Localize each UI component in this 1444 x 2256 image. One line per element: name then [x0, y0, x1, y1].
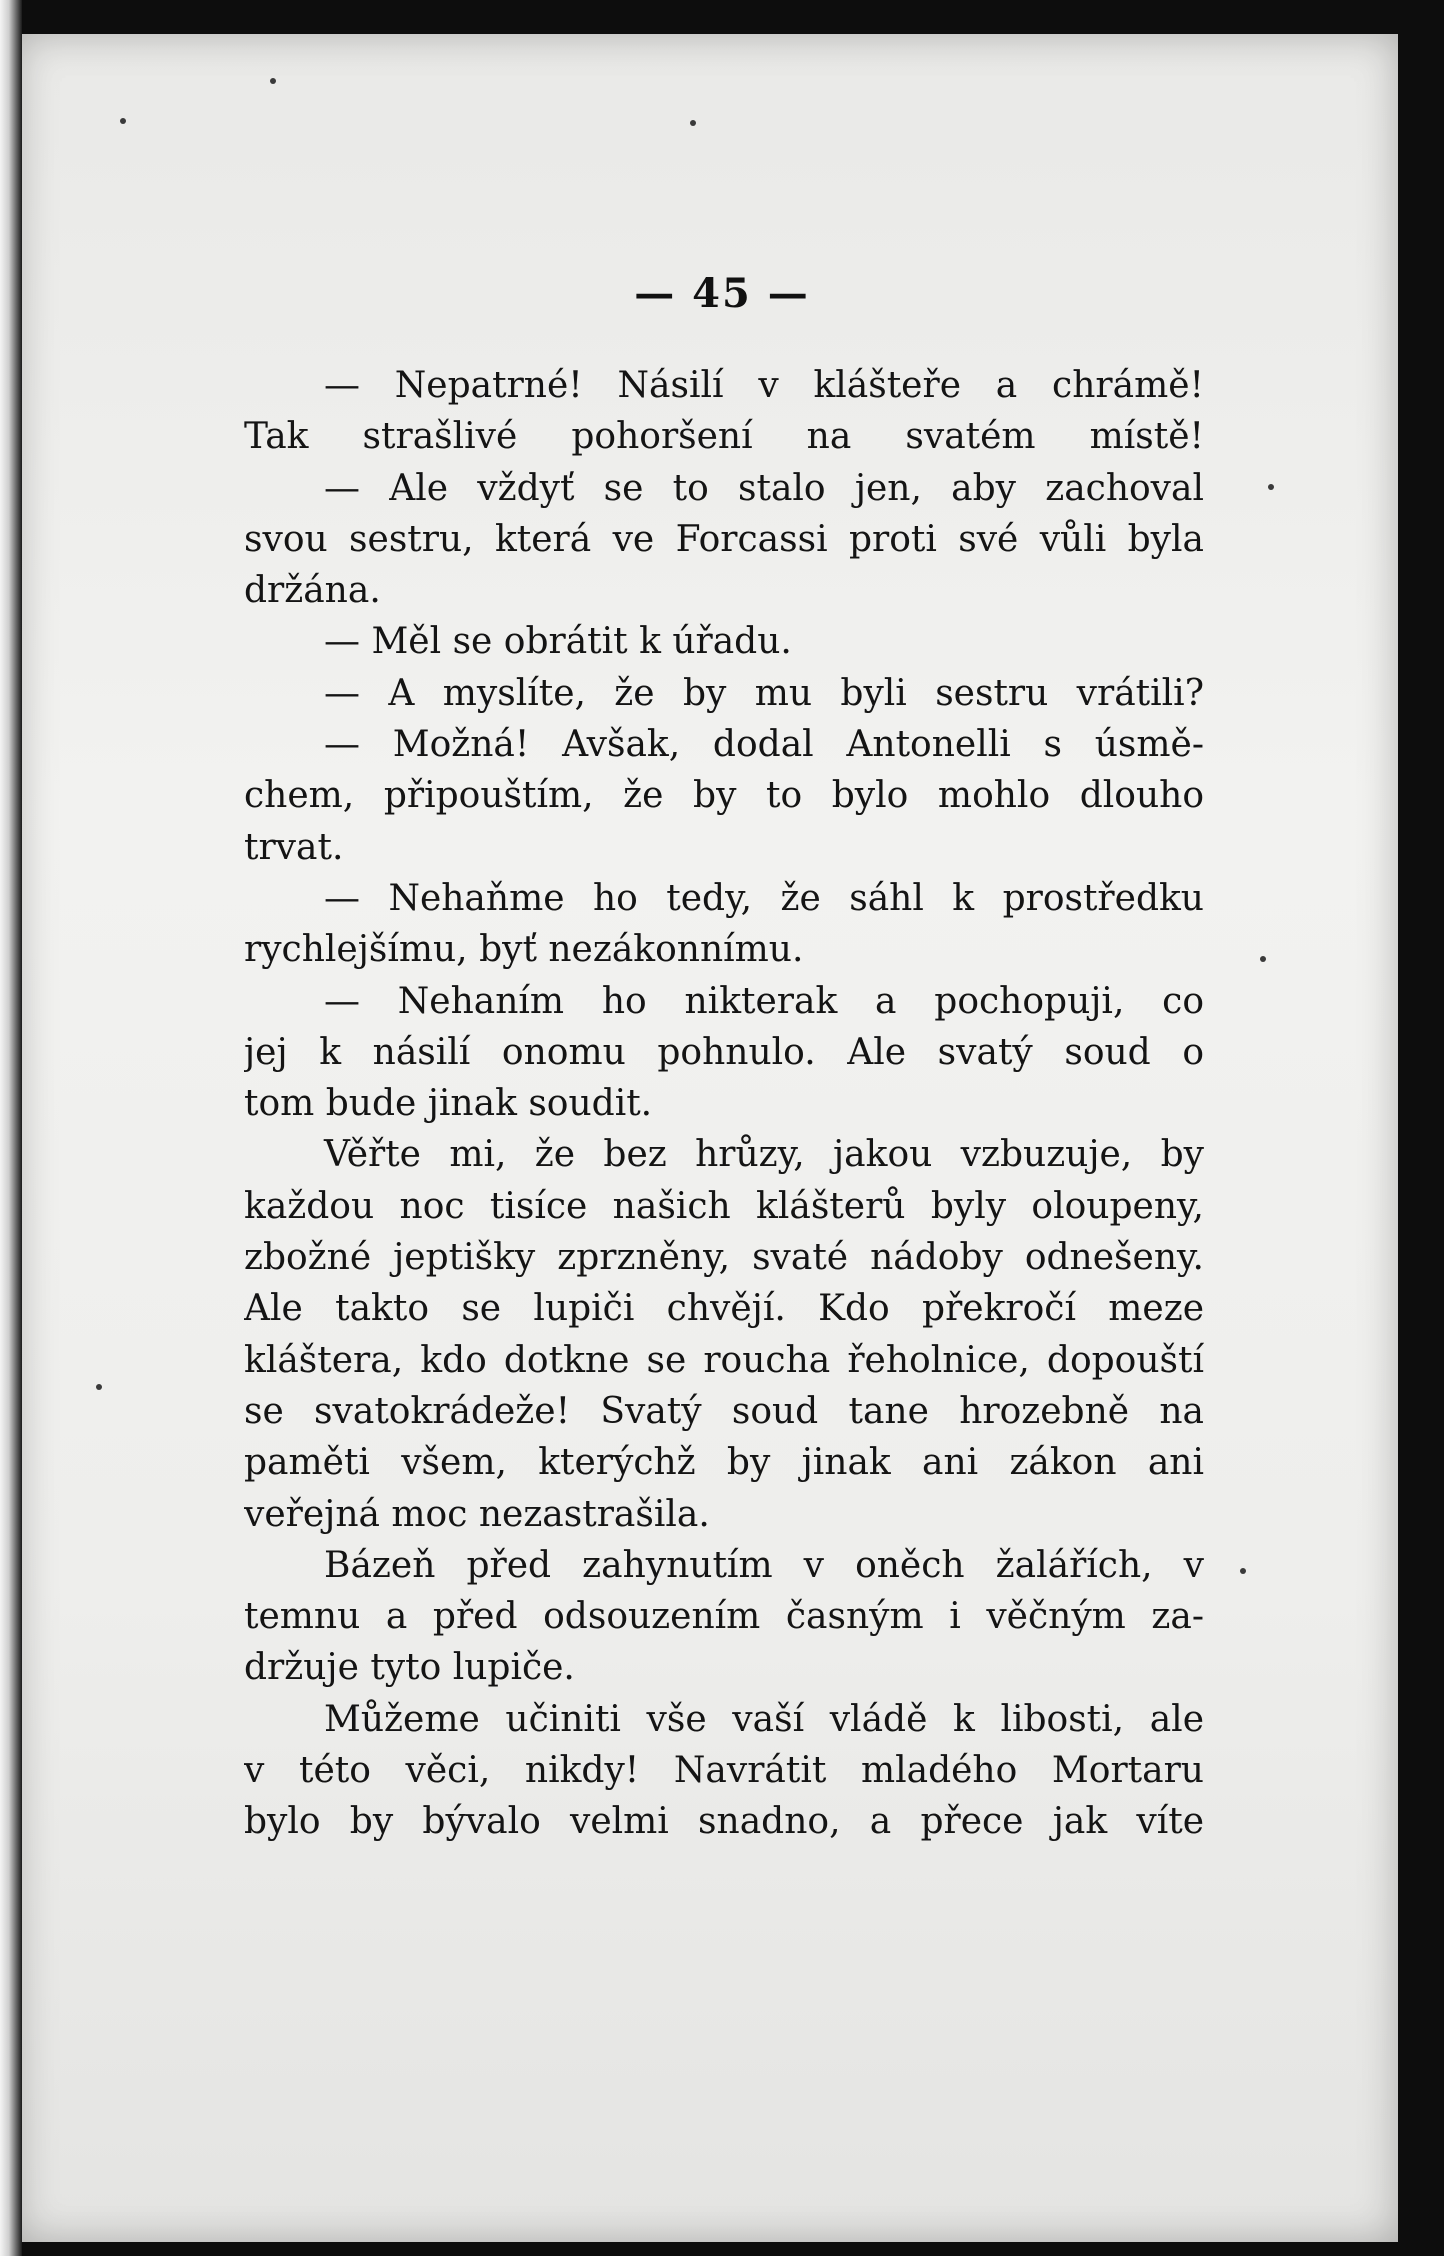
text-line: držána. [244, 570, 381, 612]
text-line: Ale takto se lupiči chvějí. Kdo překročí meze [244, 1288, 1204, 1330]
text-line: svou sestru, která ve Forcassi proti své vůli byla [244, 518, 1204, 560]
text-line: zbožné jeptišky zprzněny, svaté nádoby odnešeny. [244, 1237, 1204, 1279]
text-line: — Možná! Avšak, dodal Antonelli s úsmě- [324, 724, 1204, 766]
text-line: — Nepatrné! Násilí v klášteře a chrámě! [324, 365, 1204, 406]
text-line: kláštera, kdo dotkne se roucha řeholnice, dopouští [244, 1339, 1204, 1381]
text-line: — Měl se obrátit k úřadu. [324, 621, 792, 663]
body-text [244, 360, 1204, 1848]
text-line: rychlejšímu, byť nezákonnímu. [244, 929, 804, 971]
paper-speck [120, 118, 126, 124]
paper-speck [96, 1384, 102, 1390]
text-line: Věřte mi, že bez hrůzy, jakou vzbuzuje, by [324, 1134, 1204, 1176]
text-line: — Nehaňme ho tedy, že sáhl k prostředku [324, 877, 1204, 919]
text-line: veřejná moc nezastrašila. [244, 1493, 710, 1535]
text-line: každou noc tisíce našich klášterů byly oloupeny, [244, 1185, 1204, 1227]
text-line: chem, připouštím, že by to bylo mohlo dlouho [244, 775, 1204, 817]
page-number: — 45 — [634, 270, 810, 317]
text-line: trvat. [244, 826, 344, 868]
text-line: — A myslíte, že by mu byli sestru vrátili? [324, 672, 1204, 714]
paper-speck [1240, 1568, 1246, 1574]
text-line: temnu a před odsouzením časným i věčným za- [244, 1596, 1204, 1638]
paper-speck [1268, 484, 1274, 490]
text-line: se svatokrádeže! Svatý soud tane hrozebně na [244, 1390, 1204, 1432]
text-line: jej k násilí onomu pohnulo. Ale svatý soud o [244, 1031, 1204, 1073]
text-line: — Nehaním ho nikterak a pochopuji, co [324, 980, 1204, 1022]
page-binding-edge [0, 0, 22, 2256]
text-line: tom bude jinak soudit. [244, 1083, 653, 1125]
text-line: v této věci, nikdy! Navrátit mladého Mortaru [244, 1750, 1204, 1792]
text-line: Bázeň před zahynutím v oněch žalářích, v [324, 1544, 1204, 1586]
text-line: Tak strašlivé pohoršení na svatém místě! [244, 416, 1204, 458]
text-line: — Ale vždyť se to stalo jen, aby zachoval [324, 467, 1204, 509]
text-line: paměti všem, kterýchž by jinak ani zákon ani [244, 1442, 1204, 1484]
paper-speck [690, 120, 696, 126]
paper-speck [270, 78, 276, 84]
paper-speck [1260, 956, 1266, 962]
text-line: držuje tyto lupiče. [244, 1647, 575, 1689]
text-line: Můžeme učiniti vše vaší vládě k libosti, ale [324, 1698, 1204, 1740]
text-line: bylo by bývalo velmi snadno, a přece jak víte [244, 1801, 1204, 1843]
